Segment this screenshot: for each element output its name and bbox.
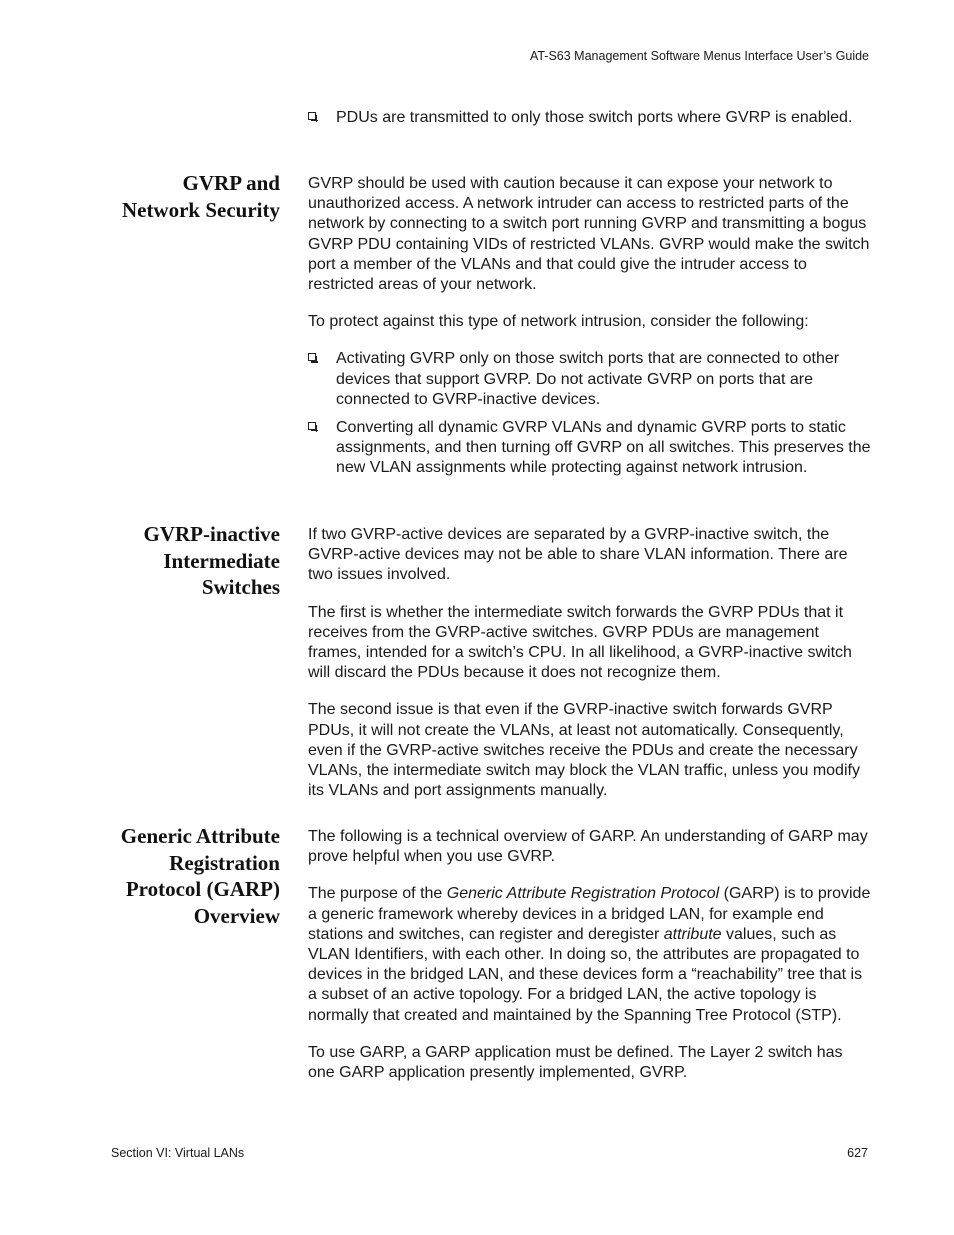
page-number: 627 <box>847 1146 868 1160</box>
paragraph: The following is a technical overview of GARP. An understanding of GARP may prove helpful when you use GVRP. <box>308 828 868 866</box>
running-header: AT-S63 Management Software Menus Interface User’s Guide <box>529 49 869 63</box>
heading-line: Protocol (GARP) <box>125 877 280 901</box>
paragraph: The first is whether the intermediate switch forwards the GVRP PDUs that it receives from the GVRP-active switches. GVRP PDUs are management frames, intended for a switch’s CPU. In all likelihood, a GVRP-inactive switch will discard the PDUs because it does not recognize them. <box>308 603 852 682</box>
section-heading-inactive <box>40 521 280 601</box>
list-item <box>308 108 873 128</box>
heading-line: Overview <box>193 903 280 928</box>
paragraph: To protect against this type of network intrusion, consider the following: <box>308 313 809 331</box>
checkbox-bullet-icon <box>308 353 316 361</box>
section-heading-garp <box>40 823 280 929</box>
paragraph: If two GVRP-active devices are separated by a GVRP-inactive switch, the GVRP-active devices may not be able to share VLAN information. There are two issues involved. <box>308 526 848 584</box>
italic-term: Generic Attribute Registration Protocol <box>446 885 720 903</box>
section-body-security <box>308 174 873 487</box>
section-body-inactive <box>308 525 873 818</box>
footer-section: Section VI: Virtual LANs <box>111 1146 245 1160</box>
heading-line: Network Security <box>121 197 280 222</box>
paragraph: To use GARP, a GARP application must be defined. The Layer 2 switch has one GARP application presently implemented, GVRP. <box>308 1043 843 1082</box>
paragraph: The second issue is that even if the GVRP-inactive switch forwards GVRP PDUs, it will not create the VLANs, at least not automatically. Consequently, even if the GVRP-active switches receive the PDUs and create the necessary VLANs, the intermediate switch may block the VLAN traffic, unless you modify its VLANs and port assignments manually. <box>308 701 860 800</box>
bullet-text: PDUs are transmitted to only those switch ports where GVRP is enabled. <box>336 109 853 126</box>
intro-bullet-block <box>308 108 873 136</box>
heading-line: Switches <box>201 575 280 599</box>
bullet-text: Converting all dynamic GVRP VLANs and dynamic GVRP ports to static assignments, and then turning off GVRP on all switches. This preserves the new VLAN assignments while protecting against network intrusion. <box>336 419 871 477</box>
text-run: The purpose of the <box>308 885 447 903</box>
heading-line: GVRP-inactive <box>143 522 280 546</box>
paragraph: GVRP should be used with caution because it can expose your network to unauthorized access. A network intruder can access to restricted parts of the network by connecting to a switch port running GVRP and transmitting a bogus GVRP PDU containing VIDs of restricted VLANs. GVRP would make the switch port a member of the VLANs and that could give the intruder access to restricted areas of your network. <box>308 175 870 294</box>
italic-term: attribute <box>663 925 722 943</box>
checkbox-bullet-icon <box>308 112 316 120</box>
paragraph <box>308 884 873 1025</box>
text-run: values, such as VLAN Identifiers, with each other. In doing so, the attributes are propagated to devices in the bridged LAN, and these devices form a “reachability” tree that is a subset of an active topology. For a bridged LAN, the active topology is normally that created and maintained by the Spanning Tree Protocol (STP). <box>308 925 863 1024</box>
heading-line: Registration <box>169 850 280 875</box>
heading-line: Generic Attribute <box>120 824 280 848</box>
list-item <box>308 349 873 410</box>
section-heading-security <box>40 170 280 223</box>
list-item <box>308 418 873 479</box>
text-run: (GARP) is to provide a generic framework whereby devices in a bridged LAN, for example end stations and switches, can register and deregister <box>308 885 871 943</box>
bullet-text: Activating GVRP only on those switch ports that are connected to other devices that support GVRP. Do not activate GVRP on ports that are connected to GVRP-inactive devices. <box>336 350 840 408</box>
heading-line: GVRP and <box>182 171 280 195</box>
section-body-garp <box>308 827 873 1100</box>
checkbox-bullet-icon <box>308 422 316 430</box>
heading-line: Intermediate <box>163 548 280 573</box>
